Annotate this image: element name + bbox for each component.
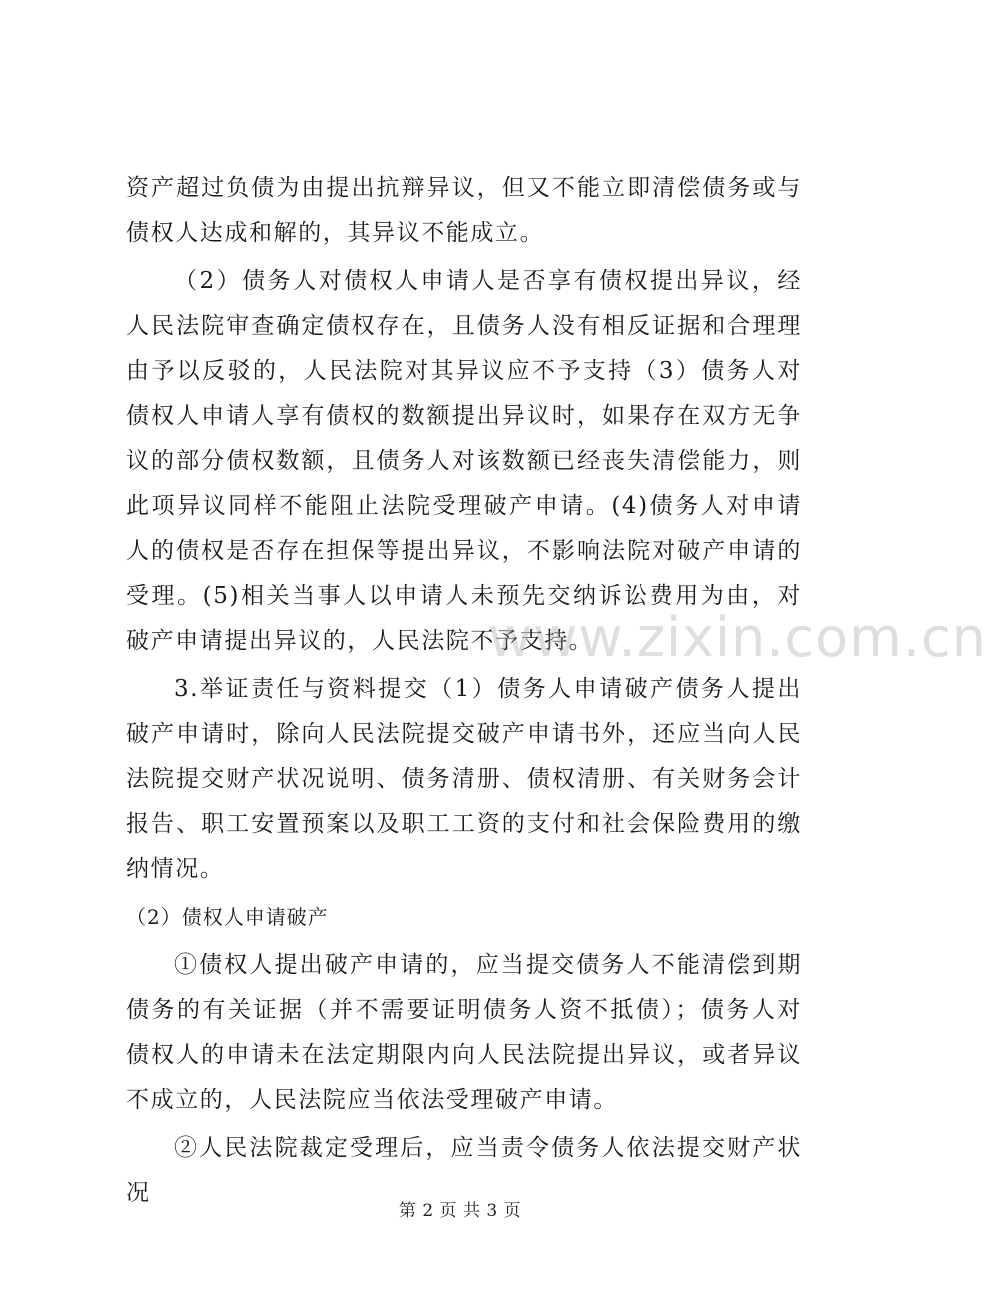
subheading-creditor-application: （2）债权人申请破产	[126, 905, 329, 929]
watermark: www.zixin.com.cn	[488, 606, 987, 669]
paragraph-3: 3.举证责任与资料提交（1）债务人申请破产债务人提出破产申请时，除向人民法院提交破产申请书外，还应当向人民法院提交财产状况说明、债务清册、债权清册、有关财务会计报告、职工安置预案以及职工工资的支付和社会保险费用的缴纳情况。	[126, 676, 802, 882]
page-footer: 第 2 页 共 3 页	[398, 1201, 522, 1221]
document-body	[126, 166, 802, 1219]
paragraph-1: 资产超过负债为由提出抗辩异议，但又不能立即清偿债务或与债权人达成和解的，其异议不能成立。	[126, 175, 802, 246]
paragraph-2: （2）债务人对债权人申请人是否享有债权提出异议，经人民法院审查确定债权存在，且债务人没有相反证据和合理理由予以反驳的，人民法院对其异议应不予支持（3）债务人对债权人申请人享有债权的数额提出异议时，如果存在双方无争议的部分债权数额，且债务人对该数额已经丧失清偿能力，则此项异议同样不能阻止法院受理破产申请。(4)债务人对申请人的债权是否存在担保等提出异议，不影响法院对破产申请的受理。(5)相关当事人以申请人未预先交纳诉讼费用为由，对破产申请提出异议的，人民法院不予支持。	[126, 268, 802, 654]
paragraph-4: ①债权人提出破产申请的，应当提交债务人不能清偿到期债务的有关证据（并不需要证明债务人资不抵债）；债务人对债权人的申请未在法定期限内向人民法院提出异议，或者异议不成立的，人民法院应当依法受理破产申请。	[126, 952, 802, 1113]
paragraph-5: ②人民法院裁定受理后，应当责令债务人依法提交财产状况	[126, 1135, 802, 1206]
